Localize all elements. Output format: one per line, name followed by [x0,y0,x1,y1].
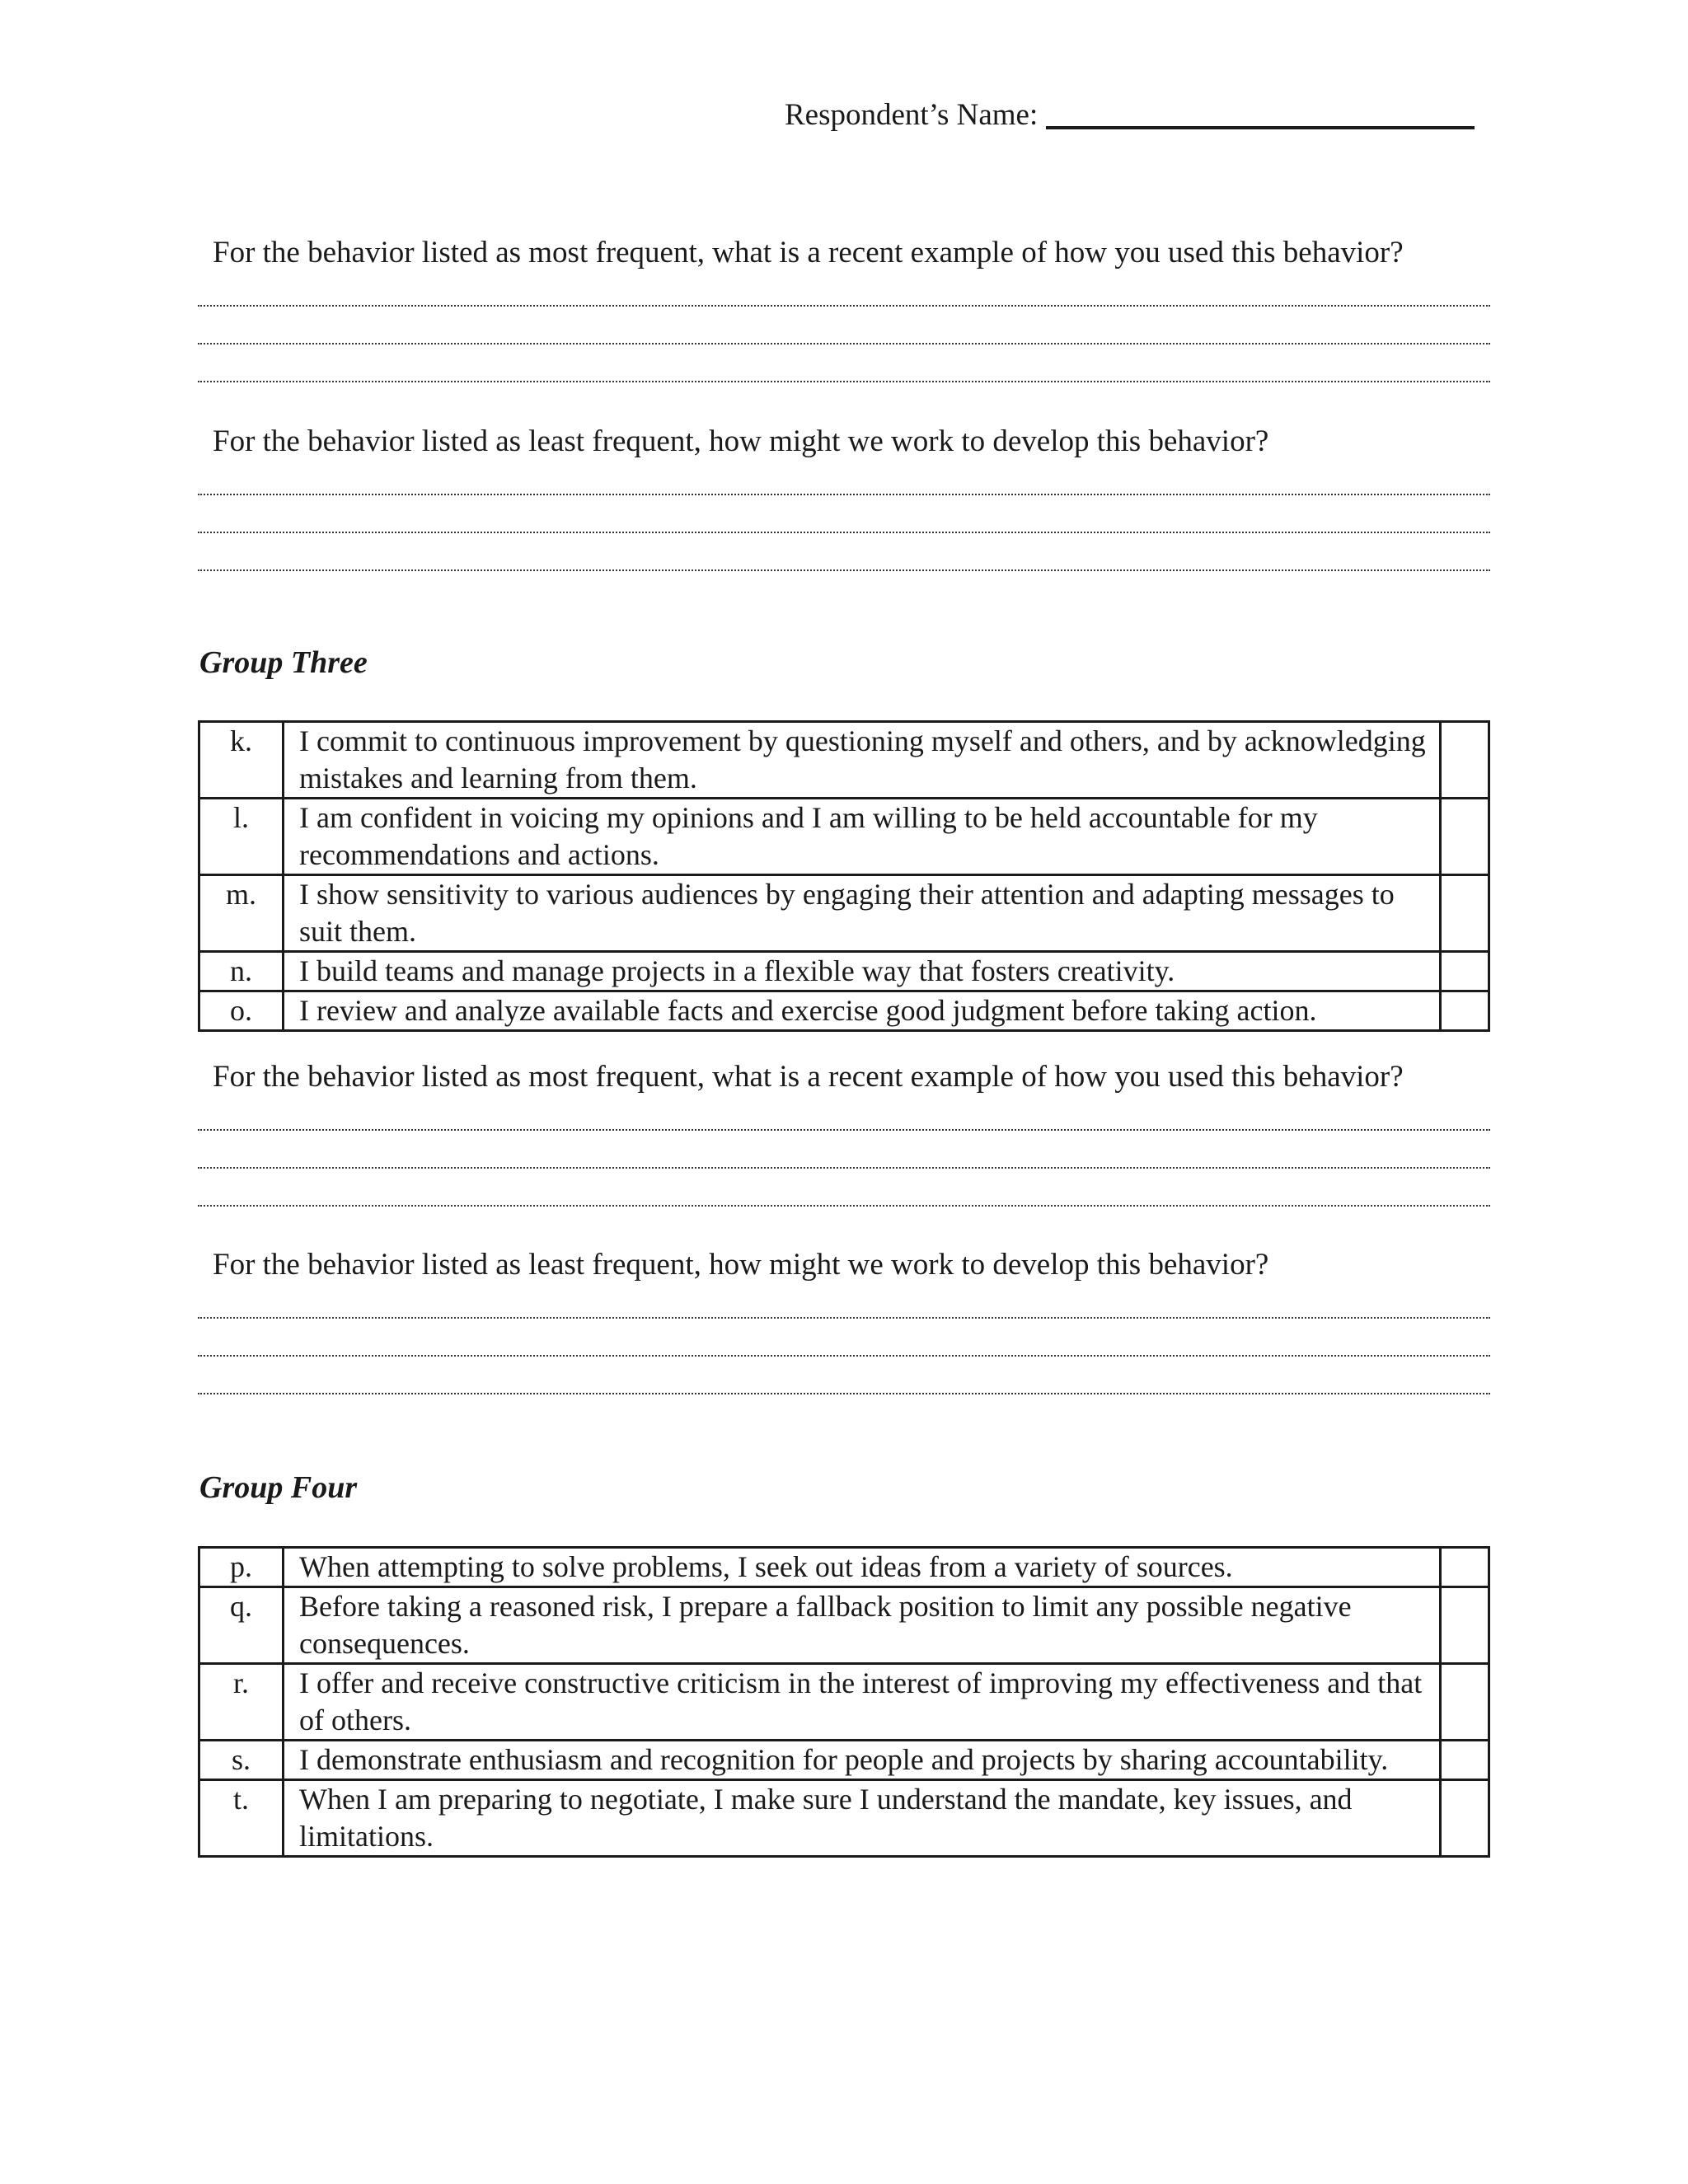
item-statement: When I am preparing to negotiate, I make sure I understand the mandate, key issues, and limitations. [284,1780,1441,1857]
item-letter: q. [199,1587,284,1664]
group-three-table [198,720,1490,1032]
table-row [199,1780,1489,1857]
answer-line[interactable] [198,1205,1490,1207]
respondent-name-label: Respondent’s Name: [785,98,1039,132]
answer-line[interactable] [198,381,1490,382]
answer-line[interactable] [198,1167,1490,1169]
item-statement: I build teams and manage projects in a flexible way that fosters creativity. [284,952,1441,991]
table-row [199,952,1489,991]
answer-line[interactable] [198,569,1490,571]
table-row [199,799,1489,875]
answer-line[interactable] [198,494,1490,495]
answer-line[interactable] [198,532,1490,533]
answer-line[interactable] [198,1317,1490,1319]
rating-box[interactable] [1441,1664,1489,1741]
rating-box[interactable] [1441,991,1489,1031]
item-letter: o. [199,991,284,1031]
item-letter: n. [199,952,284,991]
item-statement: When attempting to solve problems, I seek out ideas from a variety of sources. [284,1548,1441,1587]
item-statement: Before taking a reasoned risk, I prepare a fallback position to limit any possible negative consequences. [284,1587,1441,1664]
table-row [199,1548,1489,1587]
least-frequent-question-block-2 [198,1246,1490,1284]
table-row [199,722,1489,799]
item-statement: I review and analyze available facts and exercise good judgment before taking action. [284,991,1441,1031]
least-frequent-question: For the behavior listed as least frequent, how might we work to develop this behavior? [213,1248,1269,1282]
most-frequent-question-block-1 [198,234,1490,272]
table-row [199,1664,1489,1741]
group-four-table [198,1546,1490,1858]
item-letter: p. [199,1548,284,1587]
rating-box[interactable] [1441,1587,1489,1664]
most-frequent-question-block-2 [198,1058,1490,1096]
rating-box[interactable] [1441,1780,1489,1857]
group-three-heading: Group Three [199,645,368,680]
respondent-name-row [785,97,1475,133]
item-letter: m. [199,875,284,952]
least-frequent-question-block-1 [198,423,1490,461]
rating-box[interactable] [1441,875,1489,952]
table-row [199,991,1489,1031]
answer-line[interactable] [198,343,1490,344]
rating-box[interactable] [1441,722,1489,799]
answer-line[interactable] [198,305,1490,307]
item-statement: I show sensitivity to various audiences by engaging their attention and adapting messages to suit them. [284,875,1441,952]
most-frequent-question: For the behavior listed as most frequent, what is a recent example of how you used this behavior? [213,236,1404,269]
most-frequent-question: For the behavior listed as most frequent, what is a recent example of how you used this behavior? [213,1060,1404,1094]
table-row [199,1587,1489,1664]
respondent-name-field[interactable] [1046,126,1475,129]
rating-box[interactable] [1441,799,1489,875]
table-row [199,1741,1489,1780]
item-letter: t. [199,1780,284,1857]
least-frequent-question: For the behavior listed as least frequent, how might we work to develop this behavior? [213,424,1269,458]
item-letter: r. [199,1664,284,1741]
group-four-heading: Group Four [199,1470,358,1505]
answer-line[interactable] [198,1129,1490,1131]
answer-line[interactable] [198,1393,1490,1394]
item-letter: l. [199,799,284,875]
item-statement: I offer and receive constructive criticism in the interest of improving my effectiveness and that of others. [284,1664,1441,1741]
rating-box[interactable] [1441,952,1489,991]
item-statement: I commit to continuous improvement by questioning myself and others, and by acknowledging mistakes and learning from them. [284,722,1441,799]
item-letter: s. [199,1741,284,1780]
answer-line[interactable] [198,1355,1490,1357]
item-letter: k. [199,722,284,799]
rating-box[interactable] [1441,1741,1489,1780]
item-statement: I demonstrate enthusiasm and recognition for people and projects by sharing accountability. [284,1741,1441,1780]
table-row [199,875,1489,952]
rating-box[interactable] [1441,1548,1489,1587]
item-statement: I am confident in voicing my opinions and I am willing to be held accountable for my recommendations and actions. [284,799,1441,875]
